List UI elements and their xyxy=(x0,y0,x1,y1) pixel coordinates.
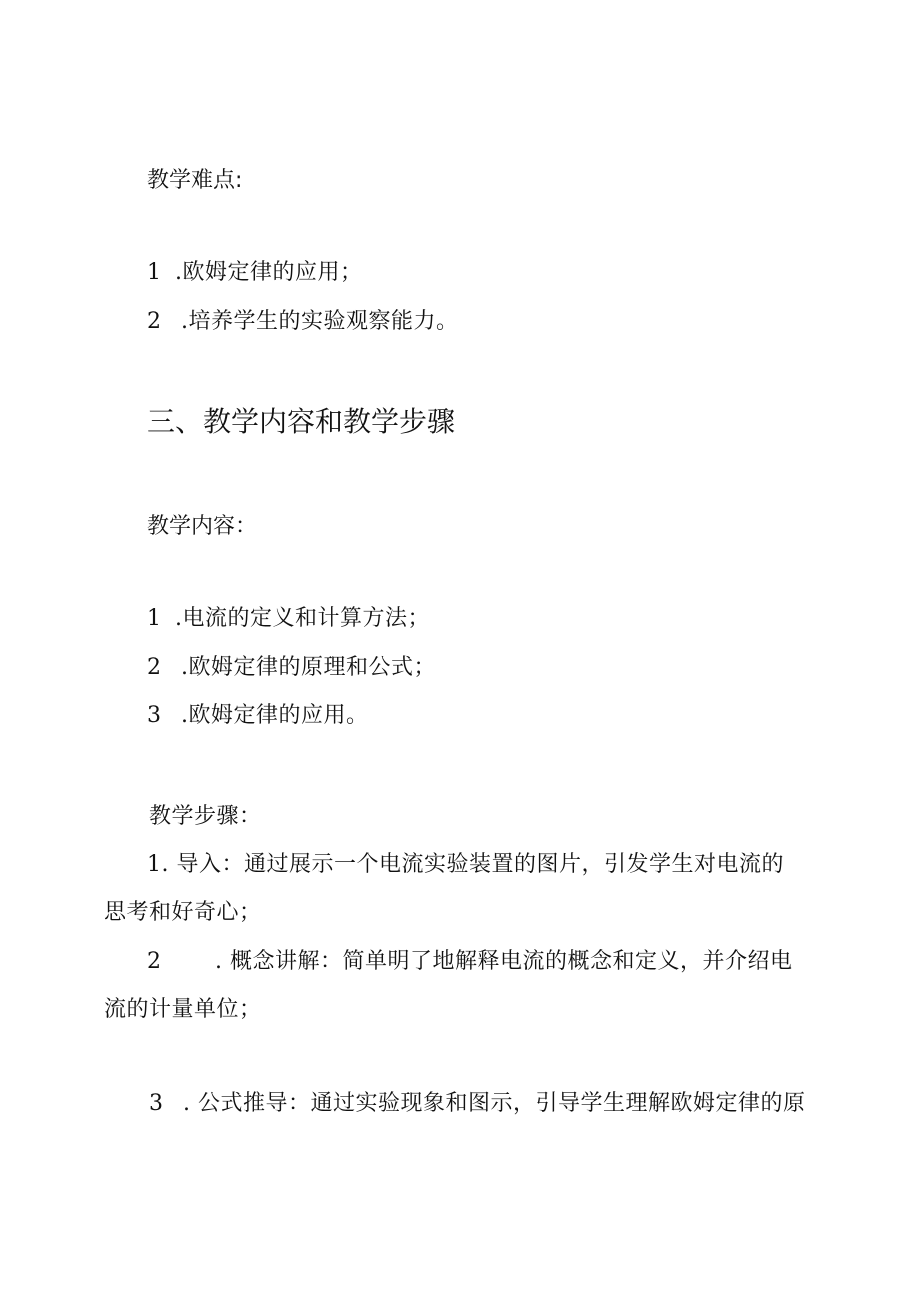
section-heading: 三、教学内容和教学步骤 xyxy=(147,405,456,438)
step-3-line-1 xyxy=(149,1093,806,1115)
list-number: 2 xyxy=(147,655,162,680)
list-item-text: .欧姆定律的应用； xyxy=(175,260,363,285)
difficulties-title: 教学难点: xyxy=(147,168,243,193)
step-1-line-2: 思考和好奇心； xyxy=(104,900,262,925)
list-item-text: .欧姆定律的原理和公式； xyxy=(181,655,436,680)
list-number: 3 xyxy=(149,1091,164,1116)
list-item-text: . 公式推导：通过实验现象和图示，引导学生理解欧姆定律的原 xyxy=(183,1091,806,1116)
step-2-line-2: 流的计量单位； xyxy=(104,997,262,1022)
difficulties-item-1 xyxy=(147,262,363,284)
difficulties-item-2 xyxy=(147,311,459,333)
list-number: 1 xyxy=(147,606,162,631)
content-item-1 xyxy=(147,608,430,630)
content-item-3 xyxy=(147,705,369,727)
list-number: 1 xyxy=(147,260,162,285)
step-2-line-1 xyxy=(147,951,793,973)
step-1-line-1: 1. 导入：通过展示一个电流实验装置的图片，引发学生对电流的 xyxy=(147,852,784,877)
list-number: 3 xyxy=(147,703,162,728)
list-item-text: .欧姆定律的应用。 xyxy=(181,703,369,728)
content-title: 教学内容： xyxy=(147,514,258,539)
list-item-text: . 概念讲解：简单明了地解释电流的概念和定义，并介绍电 xyxy=(215,949,793,974)
list-item-text: .电流的定义和计算方法； xyxy=(175,606,430,631)
list-item-text: .培养学生的实验观察能力。 xyxy=(181,309,459,334)
steps-title: 教学步骤： xyxy=(149,804,262,829)
content-item-2 xyxy=(147,657,436,679)
list-number: 2 xyxy=(147,309,162,334)
list-number: 2 xyxy=(147,949,162,974)
